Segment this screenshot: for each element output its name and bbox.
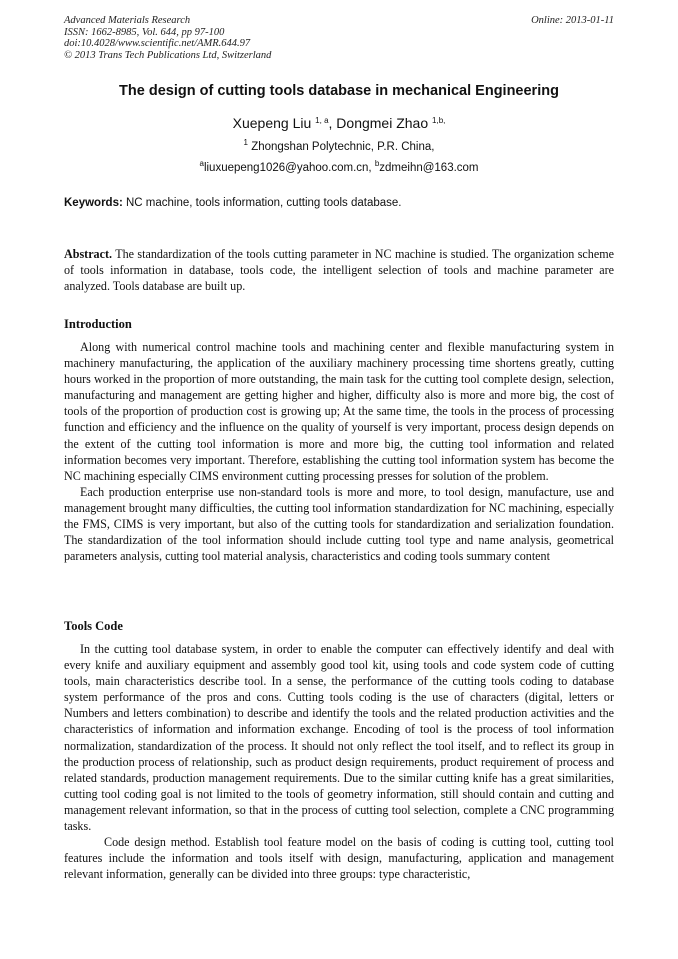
affiliation-text: Zhongshan Polytechnic, P.R. China, <box>251 141 435 153</box>
abstract-text: The standardization of the tools cutting parameter in NC machine is studied. The organization scheme of tools information in database, tools code, the intelligent selection of tools and machine parameter are analyzed. Tools database are built up. <box>64 247 614 294</box>
journal-header <box>64 15 614 61</box>
author-separator: , <box>328 115 337 131</box>
keywords-label: Keywords: <box>64 197 123 209</box>
tools-code-body <box>64 641 614 882</box>
author-1: Xuepeng Liu <box>232 115 312 131</box>
introduction-paragraph-1: Along with numerical control machine tools and machining center and flexible manufacturing system in machinery manufacturing, the application of the auxiliary machinery processing time shortens greatly, cutting hours worked in the proportion of more outstanding, the main task for the cutting tool complete design, selection, manufacturing and management are getting higher and higher, difficulty also is more and more big, the cost of tools of the proportion of production cost is growing up; At the same time, the tools in the process of processing function and efficiency and the influence on the quality of yourself is very important, process design depends on the extent of the cutting tool information is more and more big, the cutting tool information and related information becomes very important. Therefore, establishing the cutting tool information system has become the NC machining especially CIMS environment cutting processing presses for solution of the problem. <box>64 340 614 483</box>
keywords <box>64 197 614 209</box>
email-b-marker: b <box>374 159 380 168</box>
tools-code-paragraph-2: Code design method. Establish tool feature model on the basis of coding is cutting tool, cutting tool features include the information and tools itself with design, manufacturing, application and management relevant information, generally can be divided into three groups: type characteristic, <box>64 835 614 882</box>
email-b: zdmeihn@163.com <box>379 162 479 174</box>
author-line <box>0 115 678 131</box>
author-1-affil: 1, a <box>315 116 329 125</box>
affiliation <box>0 138 678 153</box>
introduction-heading: Introduction <box>64 317 132 331</box>
email-line <box>0 159 678 174</box>
paper-title: The design of cutting tools database in mechanical Engineering <box>119 83 559 99</box>
doi-line: doi:10.4028/www.scientific.net/AMR.644.97 <box>64 38 251 49</box>
email-a: liuxuepeng1026@yahoo.com.cn, <box>203 162 375 174</box>
tools-code-paragraph-1: In the cutting tool database system, in order to enable the computer can effectively identify and deal with every knife and auxiliary equipment and assembly good tool kit, using tools and code system code of cutting tools, main characteristics describe tool. In a sense, the performance of the cutting tools coding to database system performance of the pros and cons. Cutting tools coding is the use of characters (digital, letters or Numbers and letters combination) to describe and identify the tools and the related production activities and the characteristics of information and information exchange. Encoding of tool is the process of tool information normalization, standardization of the process. It should not only reflect the tool itself, and to reflect its group in the production process of relationship, such as product design requirements, product requirement of process and related standards, production management requirements. Due to the similar cutting knife has a great similarities, cutting tool coding goal is not limited to the tools of geometry information, still should contain and cutting and management relevant information, so that in the process of cutting tool selection, complete a CNC programming tasks. <box>64 642 614 834</box>
email-a-marker: a <box>199 159 204 168</box>
keywords-text: NC machine, tools information, cutting tools database. <box>122 197 402 209</box>
introduction-paragraph-2: Each production enterprise use non-standard tools is more and more, to tool design, manufacture, use and management brought many difficulties, the cutting tool information standardization for NC machining, especially the FMS, CIMS is very important, but also of the cutting tools for standardization and serialization foundation. The standardization of the tool information should include cutting tool type and name analysis, geometrical parameters analysis, cutting tool material analysis, characteristics and coding tools summary content <box>64 484 614 564</box>
abstract-label: Abstract. <box>64 247 113 261</box>
issn-line: ISSN: 1662-8985, Vol. 644, pp 97-100 <box>64 26 225 38</box>
abstract <box>64 246 614 294</box>
copyright-line: © 2013 Trans Tech Publications Ltd, Switzerland <box>64 49 272 61</box>
online-date: Online: 2013-01-11 <box>531 15 614 26</box>
journal-name: Advanced Materials Research <box>64 15 191 26</box>
author-2-affil: 1,b, <box>432 116 446 125</box>
introduction-body <box>64 339 614 564</box>
affiliation-marker: 1 <box>243 138 248 147</box>
author-2: Dongmei Zhao <box>336 115 429 131</box>
tools-code-heading: Tools Code <box>64 619 123 633</box>
